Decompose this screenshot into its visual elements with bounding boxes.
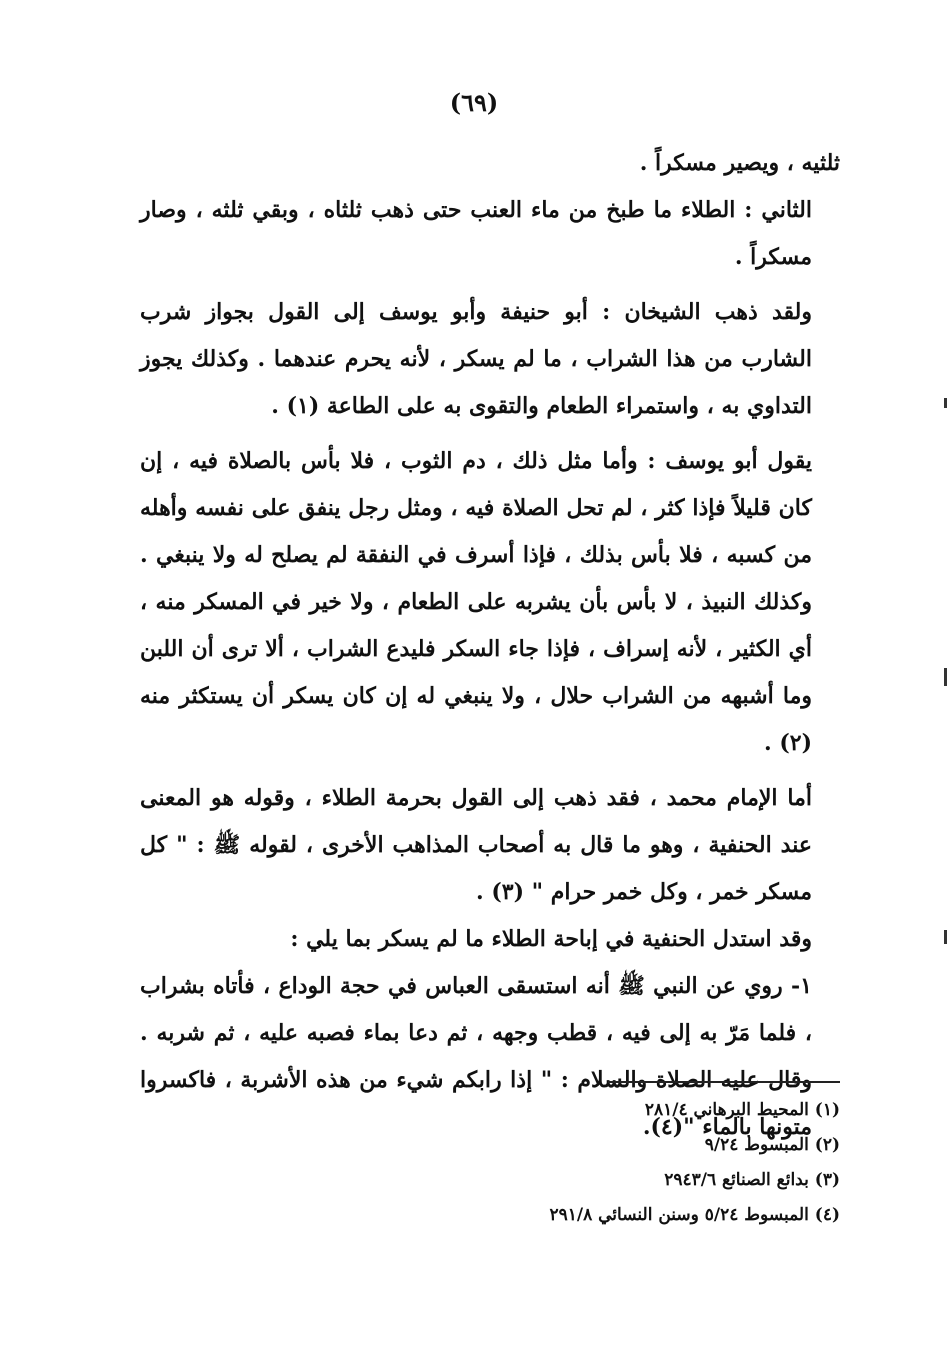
footnote: (٢) المبسوط ٩/٢٤ — [704, 1135, 840, 1155]
scan-edge-mark — [944, 930, 947, 944]
paragraph: يقول أبو يوسف : وأما مثل ذلك ، دم الثوب ، فلا بأس بالصلاة فيه ، إن كان قليلاً فإذا كثر ، لم تحل الصلاة فيه ، ومثل رجل ينفق على نفسه وأهله من كسبه ، فلا بأس بذلك ، فإذا أسرف في النفقة لم يصلح له ولا ينبغي . وكذلك النبيذ ، لا بأس بأن يشربه على الطعام ، ولا خير في المسكر منه ، أي الكثير ، لأنه إسراف ، فإذا جاء السكر فليدع الشراب ، ألا ترى أن اللبن وما أشبهه من الشراب حلال ، ولا ينبغي له إن كان يسكر أن يستكثر منه (٢) . — [140, 448, 812, 756]
paragraph: ولقد ذهب الشيخان : أبو حنيفة وأبو يوسف إلى القول بجواز شرب الشارب من هذا الشراب ، ما لم يسكر ، لأنه يحرم عندهما . وكذلك يجوز التداوي به ، واستمراء الطعام والتقوى به على الطاعة (١) . — [140, 299, 812, 419]
footnote: (٤) المبسوط ٥/٢٤ وسنن النسائي ٢٩١/٨ — [549, 1205, 840, 1225]
main-text — [140, 140, 840, 1151]
scan-edge-mark — [944, 668, 947, 686]
footnote: (١) المحيط البرهاني ٢٨١/٤ — [644, 1100, 840, 1120]
paragraph: ثلثيه ، ويصير مسكراً . — [639, 150, 840, 176]
paragraph: أما الإمام محمد ، فقد ذهب إلى القول بحرمة الطلاء ، وقوله هو المعنى عند الحنفية ، وهو ما قال به أصحاب المذاهب الأخرى ، لقوله ﷺ : " كل مسكر خمر ، وكل خمر حرام " (٣) . — [140, 785, 813, 905]
footnote: (٣) بدائع الصنائع ٢٩٤٣/٦ — [664, 1170, 840, 1190]
paragraph: الثاني : الطلاء ما طبخ من ماء العنب حتى ذهب ثلثاه ، وبقي ثلثه ، وصار مسكراً . — [140, 197, 812, 270]
paragraph: ١- روي عن النبي ﷺ أنه استسقى العباس في حجة الوداع ، فأتاه بشراب ، فلما مَرّ به إلى فيه ، قطب وجهه ، ثم دعا بماء فصبه عليه ، ثم شربه . وقال عليه الصلاة والسلام : " إذا رابكم شيء من هذه الأشربة ، فاكسروا متونها بالماء "(٤). — [140, 973, 812, 1140]
scan-edge-mark — [944, 398, 947, 408]
paragraph: وقد استدل الحنفية في إباحة الطلاء ما لم يسكر بما يلي : — [290, 926, 812, 952]
footnote-divider — [608, 1081, 840, 1083]
footnotes — [440, 1093, 840, 1233]
page-number: (٦٩) — [449, 88, 499, 117]
